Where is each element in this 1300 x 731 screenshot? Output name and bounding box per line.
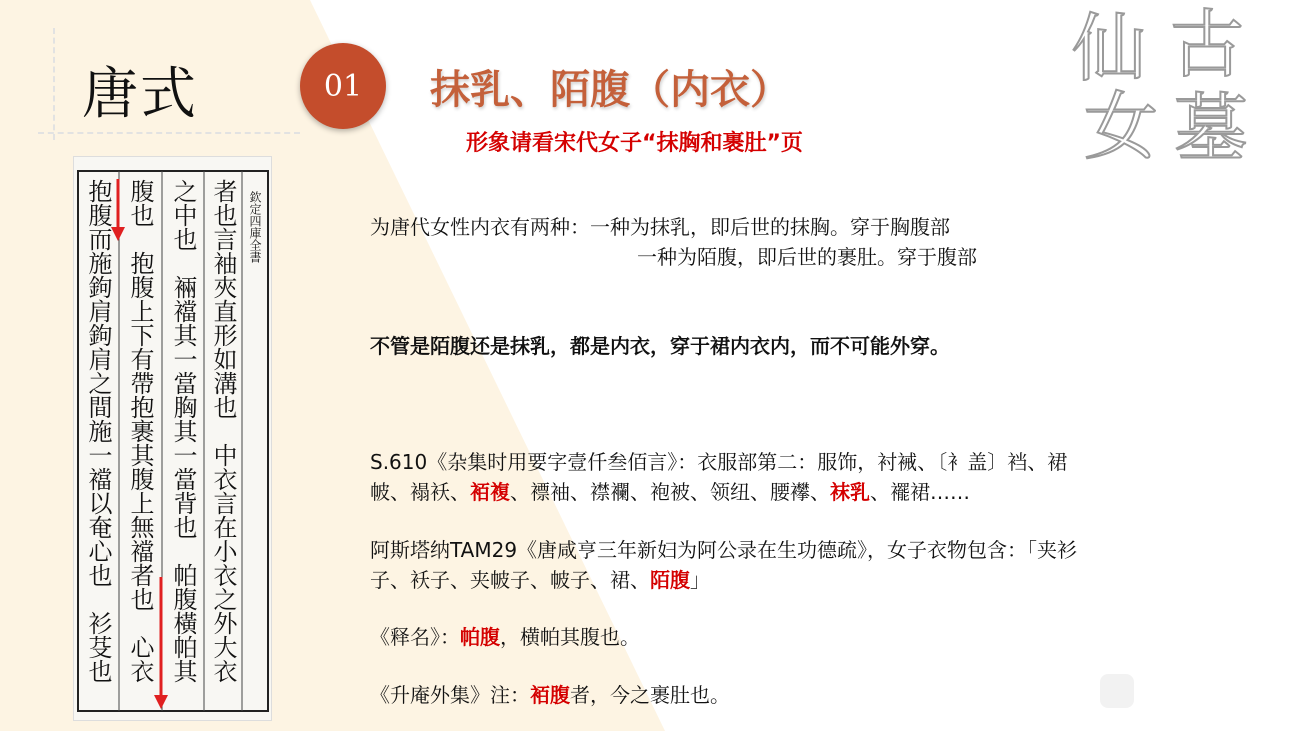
text-span: 者，今之裹肚也。 (570, 683, 730, 707)
text-span: 《升庵外集》注： (370, 683, 530, 707)
red-arrow-short (111, 179, 125, 241)
statement: 不管是陌腹还是抹乳，都是内衣，穿于裙内衣内，而不可能外穿。 (370, 334, 950, 358)
page-title: 唐式 (82, 62, 198, 127)
tam29-citation-line-1: 阿斯塔纳TAM29《唐咸亨三年新妇为阿公录在生功德疏》，女子衣物包含：「夹衫 (370, 538, 1078, 562)
dashed-divider-horizontal (38, 132, 300, 134)
section-subtitle: 形象请看宋代女子“抹胸和裹肚”页 (466, 131, 803, 156)
text-span: 、褾袖、襟襴、袍被、领纽、腰襻、 (510, 480, 830, 504)
text-span: 子、袄子、夹帔子、帔子、裙、 (370, 568, 650, 592)
dashed-divider-vertical (53, 28, 55, 140)
s610-citation-line-1: S.610《杂集时用要字壹仟叁佰言》：衣服部第二：服饰，衬裓、〔衤盖〕裆、裙 (370, 450, 1068, 474)
section-number-badge (300, 43, 386, 129)
text-span: 帔、褟袄、 (370, 480, 470, 504)
highlight-term: 袜乳 (830, 480, 870, 504)
tam29-citation-line-2 (370, 565, 710, 595)
text-span: 《释名》： (370, 625, 460, 649)
calligraphy-logo (1062, 2, 1262, 172)
logo-char-2: 仙 (1072, 6, 1146, 92)
logo-char-1: 古 (1170, 2, 1244, 88)
doc-column: 之中也 裲襠其一當胸其一當背也 帕腹橫帕其 (169, 179, 197, 683)
highlight-term: 陌腹 (650, 568, 690, 592)
highlight-term: 帕腹 (460, 625, 500, 649)
ancient-text-svg (74, 157, 271, 720)
logo-char-3: 墓 (1174, 86, 1248, 172)
text-span: 、襬裙…… (870, 480, 970, 504)
highlight-term: 袹腹 (530, 683, 570, 707)
shiming-citation (370, 622, 640, 652)
red-arrow-long (154, 577, 168, 709)
text-span: ，横帕其腹也。 (500, 625, 640, 649)
doc-column: 腹也 抱腹上下有帶抱裹其腹上無襠者也 心衣 (126, 179, 154, 683)
logo-char-4: 女 (1084, 84, 1158, 170)
intro-line-2: 一种为陌腹，即后世的裹肚。穿于腹部 (637, 245, 977, 269)
section-number: 01 (323, 68, 363, 104)
highlight-term: 袹複 (470, 480, 510, 504)
watermark-icon (1100, 674, 1134, 708)
section-title: 抹乳、陌腹（内衣） (430, 67, 790, 113)
doc-column-header: 欽定四庫全書 (248, 191, 262, 263)
doc-column: 抱腹而施鉤肩鉤肩之間施一襠以奄心也 衫芟也 (84, 179, 112, 683)
s610-citation-line-2 (370, 477, 970, 507)
shengan-citation (370, 680, 730, 710)
intro-line-1: 为唐代女性内衣有两种：一种为抹乳，即后世的抹胸。穿于胸腹部 (370, 215, 950, 239)
text-span: 」 (690, 568, 710, 592)
doc-column: 者也言袖夾直形如溝也 中衣言在小衣之外大衣 (209, 179, 237, 683)
ancient-text-image (73, 156, 272, 721)
